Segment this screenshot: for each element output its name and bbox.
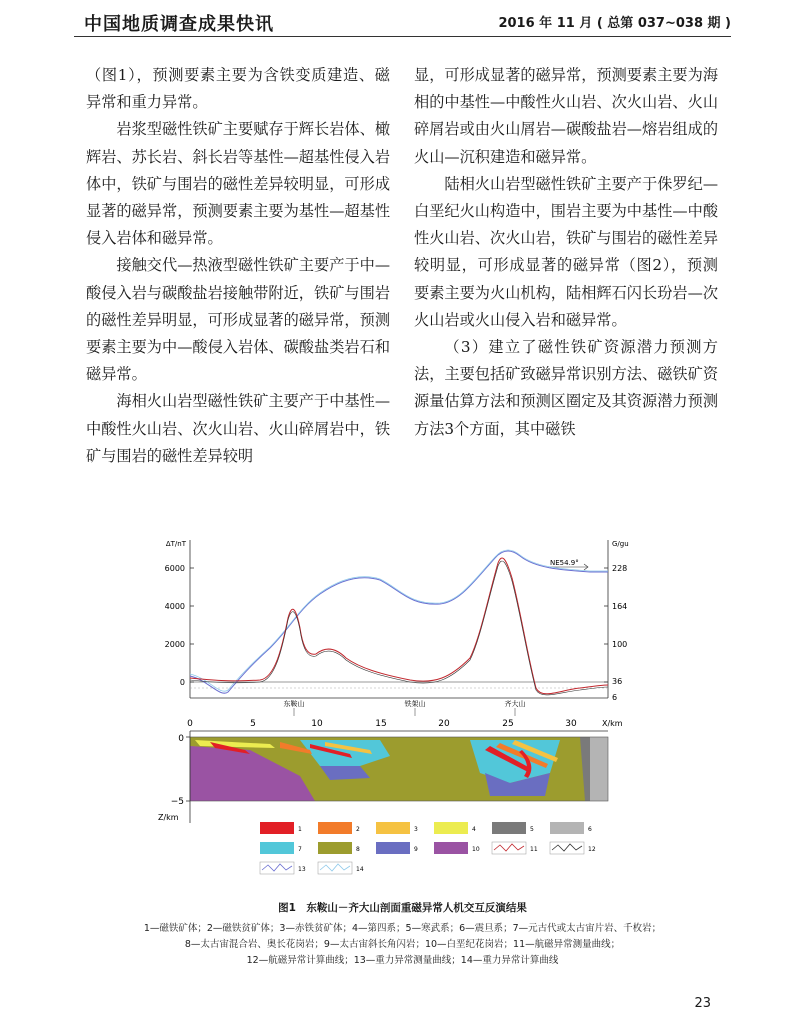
depth-tick: 0: [178, 734, 184, 744]
km-tick: 10: [311, 719, 323, 729]
right-axis-label: G/gu: [612, 540, 629, 548]
legend-num: 12: [588, 846, 596, 853]
figure-caption-line: 1—磁铁矿体；2—磁铁贫矿体；3—赤铁贫矿体；4—第四系；5—寒武系；6—震旦系；7—元古代或太古宙片岩、千枚岩；: [143, 923, 662, 934]
left-column: [86, 62, 390, 470]
right-column: [414, 62, 718, 443]
legend-num: 4: [472, 826, 476, 833]
figure-caption-title: 图1 东鞍山－齐大山剖面重磁异常人机交互反演结果: [278, 902, 527, 914]
legend-num: 13: [298, 866, 306, 873]
place-label: 铁架山: [404, 700, 426, 708]
paragraph: 海相火山岩型磁性铁矿主要产于中基性—中酸性火山岩、次火山岩、火山碎屑岩中，铁矿与围岩的磁性差异较明: [86, 392, 390, 465]
left-axis-label: ΔT/nT: [165, 540, 186, 548]
figure-caption-line: 8—太古宙混合岩、奥长花岗岩；9—太古宙斜长角闪岩；10—白垩纪花岗岩；11—航磁异常测量曲线；: [184, 939, 621, 950]
km-tick: 15: [375, 719, 387, 729]
right-tick: 228: [612, 564, 628, 573]
right-tick: 164: [612, 602, 628, 611]
figure-1: [150, 528, 650, 878]
right-tick: 36: [612, 677, 623, 686]
legend-num: 1: [298, 826, 302, 833]
paragraph: （图1），预测要素主要为含铁变质建造、磁异常和重力异常。: [86, 66, 390, 112]
gravity-measured-curve: [190, 551, 608, 693]
paragraph: （3）建立了磁性铁矿资源潜力预测方法，主要包括矿致磁异常识别方法、磁铁矿资源量估算方法和预测区圈定及其资源潜力预测方法3个方面，其中磁铁: [414, 338, 718, 438]
legend-num: 3: [414, 826, 418, 833]
km-unit: X/km: [602, 719, 623, 728]
right-tick: 6: [612, 693, 618, 702]
paragraph: 陆相火山岩型磁性铁矿主要产于侏罗纪—白垩纪火山构造中，围岩主要为中基性—中酸性火山岩、次火山岩，铁矿与围岩的磁性差异较明显，可形成显著的磁异常（图2），预测要素主要为火山机构，陆相辉石闪长玢岩—次火山岩或火山侵入岩和磁异常。: [414, 174, 718, 329]
page-header: [74, 4, 731, 44]
km-tick: 20: [438, 719, 450, 729]
gravity-calculated-curve: [190, 550, 608, 691]
place-label: 东鞍山: [283, 700, 305, 708]
direction-label: NE54.9°: [550, 559, 579, 567]
paragraph: 接触交代—热液型磁性铁矿主要产于中—酸侵入岩与碳酸盐岩接触带附近，铁矿与围岩的磁性差异明显，可形成显著的磁异常，预测要素主要为中—酸侵入岩体、碳酸盐类岩石和磁异常。: [86, 256, 390, 384]
place-label: 齐大山: [504, 700, 526, 708]
legend-num: 2: [356, 826, 360, 833]
journal-title: 中国地质调查成果快讯: [84, 14, 274, 35]
paragraph: 显，可形成显著的磁异常，预测要素主要为海相的中基性—中酸性火山岩、次火山岩、火山碎屑岩或由火山屑岩—碳酸盐岩—熔岩组成的火山—沉积建造和磁异常。: [414, 66, 718, 166]
figure-legend: [260, 822, 596, 874]
header-rule: [74, 36, 731, 37]
paragraph: 岩浆型磁性铁矿主要赋存于辉长岩体、橄辉岩、苏长岩、斜长岩等基性—超基性侵入岩体中，铁矿与围岩的磁性差异较明显，可形成显著的磁异常，预测要素主要为基性—超基性侵入岩体和磁异常。: [86, 120, 390, 248]
figure-caption-line: 12—航磁异常计算曲线；13—重力异常测量曲线；14—重力异常计算曲线: [246, 955, 559, 966]
depth-unit: Z/km: [158, 813, 179, 822]
legend-num: 11: [530, 846, 538, 853]
left-tick: 6000: [164, 564, 185, 573]
right-tick: 100: [612, 640, 628, 649]
page-number: 23: [694, 996, 711, 1011]
issue-info: 2016 年 11 月 ( 总第 037~038 期 ): [498, 16, 731, 31]
legend-num: 8: [356, 846, 360, 853]
magnetic-measured-curve: [190, 558, 608, 694]
km-tick: 25: [502, 719, 514, 729]
magnetic-calculated-curve: [190, 561, 608, 695]
left-tick: 0: [179, 678, 185, 687]
left-tick: 4000: [164, 602, 185, 611]
km-tick: 30: [565, 719, 577, 729]
left-tick: 2000: [164, 640, 185, 649]
legend-num: 5: [530, 826, 534, 833]
depth-tick: −5: [170, 797, 184, 807]
km-tick: 0: [187, 719, 193, 729]
legend-num: 6: [588, 826, 592, 833]
legend-num: 14: [356, 866, 364, 873]
legend-num: 7: [298, 846, 302, 853]
legend-num: 9: [414, 846, 418, 853]
km-tick: 5: [250, 719, 256, 729]
geologic-cross-section: [190, 737, 608, 801]
legend-num: 10: [472, 846, 480, 853]
